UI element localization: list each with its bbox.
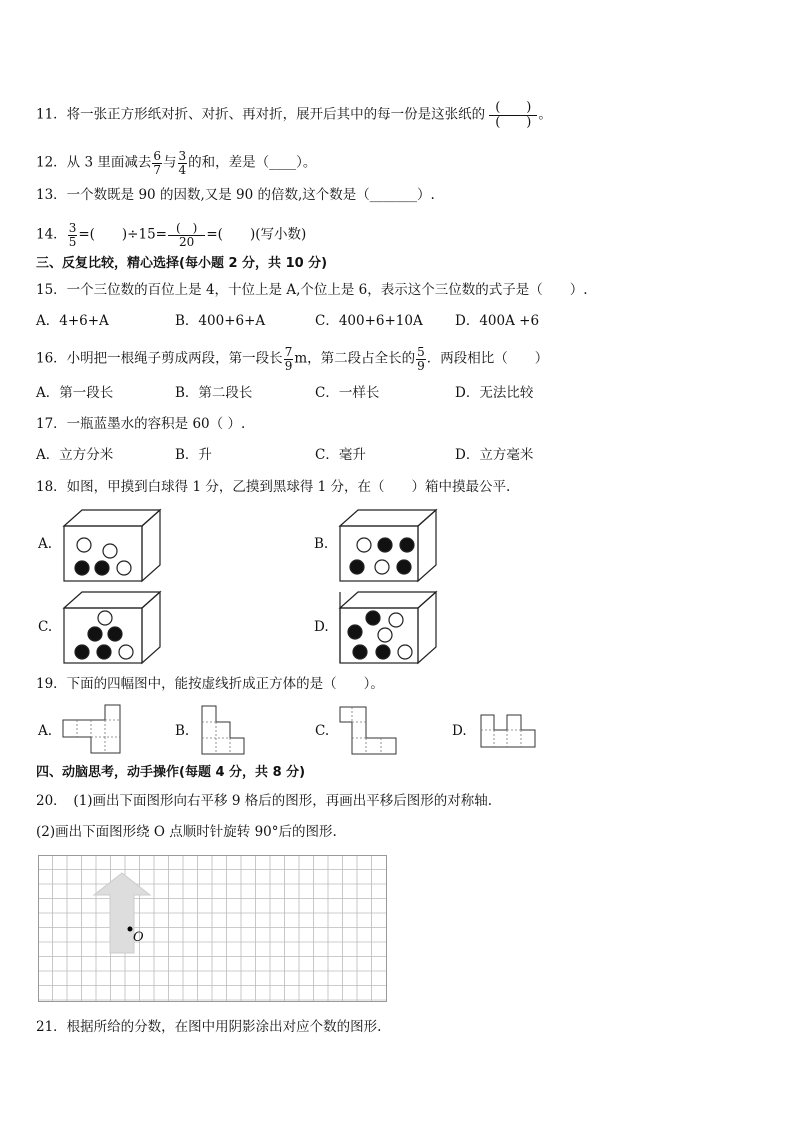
q18-label-b[interactable]: B. <box>314 536 329 552</box>
rotation-point <box>128 927 133 932</box>
fraction-blank-20: $\frac{( )}{20}$ <box>168 222 205 248</box>
q16-option-a[interactable]: A．第一段长 <box>36 385 114 401</box>
q17-option-d[interactable]: D．立方毫米 <box>455 447 534 463</box>
question-11: 11．将一张正方形纸对折、对折、再对折，展开后其中的每一份是这张纸的 $\frac{( )}{( )}$ 。 <box>36 100 552 130</box>
point-o-label: O <box>133 930 144 945</box>
q16-option-c[interactable]: C．一样长 <box>315 385 380 401</box>
question-20-part-2: (2)画出下面图形绕 O 点顺时针旋转 90°后的图形. <box>36 824 337 840</box>
question-12: 12．从 3 里面减去 $\frac{6}{7}$ 与 $\frac{3}{4}$ 的和，差是（____）。 <box>36 149 317 177</box>
question-16: 16．小明把一根绳子剪成两段，第一段长 $\frac{7}{9}$ m，第二段占全长的 $\frac{5}{9}$ ．两段相比（ ） <box>36 345 549 373</box>
question-17: 17．一瓶蓝墨水的容积是 60（ ）. <box>36 416 246 432</box>
fraction-3-5: $\frac{3}{5}$ <box>68 221 77 249</box>
q17-option-c[interactable]: C．毫升 <box>315 447 366 463</box>
fraction-7-9: $\frac{7}{9}$ <box>284 345 293 373</box>
q16-option-b[interactable]: B．第二段长 <box>175 385 253 401</box>
fraction-6-7: $\frac{6}{7}$ <box>153 149 161 177</box>
q18-label-d[interactable]: D. <box>314 619 329 635</box>
q18-label-a[interactable]: A. <box>38 536 53 552</box>
fraction-5-9: $\frac{5}{9}$ <box>417 345 425 373</box>
q15-option-b[interactable]: B．400+6+A <box>175 313 266 329</box>
q19-label-b[interactable]: B. <box>175 723 190 739</box>
question-20-part-1: 20． (1)画出下面图形向右平移 9 格后的图形，再画出平移后图形的对称轴. <box>36 793 493 809</box>
q19-label-a[interactable]: A. <box>38 723 53 739</box>
q16-option-d[interactable]: D．无法比较 <box>455 385 534 401</box>
question-18: 18．如图，甲摸到白球得 1 分，乙摸到黑球得 1 分，在（ ）箱中摸最公平. <box>36 479 511 495</box>
q19-label-c[interactable]: C. <box>315 723 330 739</box>
q18-label-c[interactable]: C. <box>38 619 53 635</box>
q15-option-a[interactable]: A．4+6+A <box>36 313 109 329</box>
q17-option-a[interactable]: A．立方分米 <box>36 447 114 463</box>
question-21: 21．根据所给的分数，在图中用阴影涂出对应个数的图形. <box>36 1019 382 1035</box>
q15-option-c[interactable]: C．400+6+10A <box>315 313 423 329</box>
fraction-3-4: $\frac{3}{4}$ <box>178 149 187 177</box>
section-3-heading: 三、反复比较，精心选择(每小题 2 分，共 10 分) <box>36 256 328 271</box>
q11-text: 11．将一张正方形纸对折、对折、再对折，展开后其中的每一份是这张纸的 <box>36 106 486 123</box>
question-15: 15．一个三位数的百位上是 4，十位上是 A,个位上是 6，表示这个三位数的式子是（ ）. <box>36 282 588 298</box>
section-4-heading: 四、动脑思考，动手操作(每题 4 分，共 8 分) <box>36 765 306 780</box>
question-19: 19．下面的四幅图中，能按虚线折成正方体的是（ ）。 <box>36 676 384 692</box>
q15-option-d[interactable]: D．400A +6 <box>455 313 540 329</box>
q17-option-b[interactable]: B．升 <box>175 447 212 463</box>
q11-blank-fraction: $\frac{( )}{( )}$ <box>489 101 537 129</box>
question-13: 13．一个数既是 90 的因数,又是 90 的倍数,这个数是（_______）. <box>36 187 435 203</box>
grid-figure <box>38 855 388 1003</box>
q19-label-d[interactable]: D. <box>452 723 467 739</box>
question-14: 14． $\frac{3}{5}$ =( )÷15= $\frac{( )}{20}$ =( )(写小数) <box>36 221 307 249</box>
